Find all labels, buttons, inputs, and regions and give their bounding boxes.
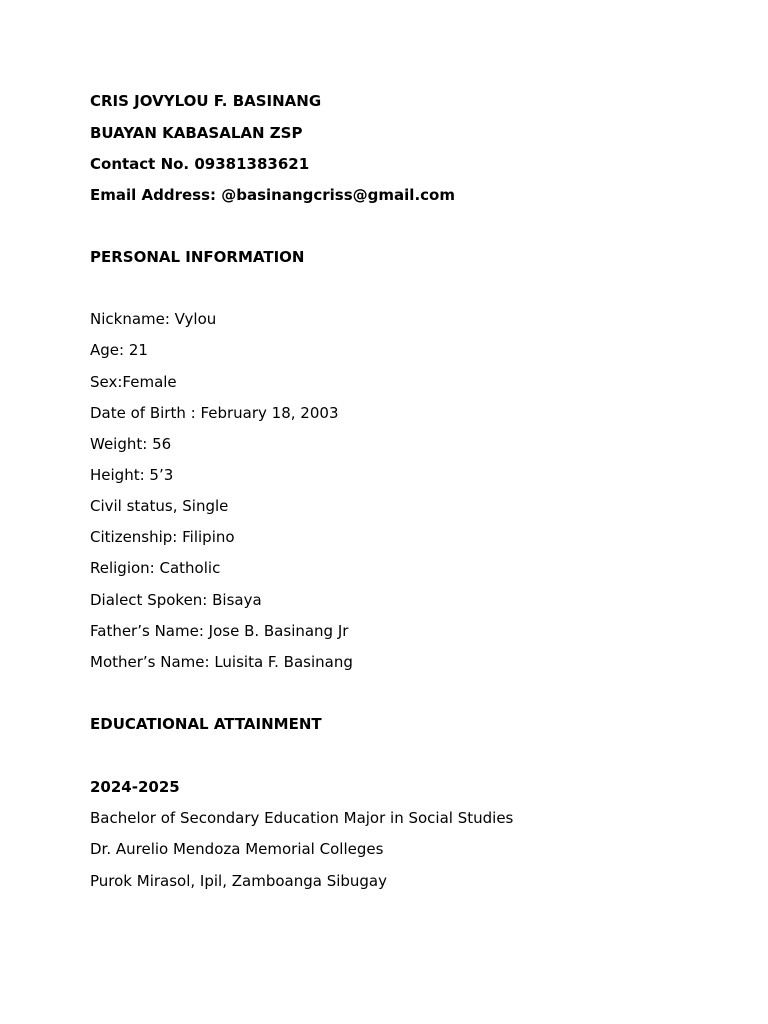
personal-item-weight: Weight: 56 — [90, 435, 172, 453]
personal-item-citizenship: Citizenship: Filipino — [90, 528, 235, 546]
personal-item-civil-status: Civil status, Single — [90, 497, 229, 515]
education-degree: Bachelor of Secondary Education Major in Social Studies — [90, 809, 514, 827]
personal-item-height: Height: 5’3 — [90, 466, 174, 484]
education-heading: EDUCATIONAL ATTAINMENT — [90, 715, 322, 733]
email-address: Email Address: @basinangcriss@gmail.com — [90, 186, 455, 204]
contact-number: Contact No. 09381383621 — [90, 155, 310, 173]
personal-item-sex: Sex:Female — [90, 373, 177, 391]
education-year: 2024-2025 — [90, 778, 180, 796]
personal-item-birthdate: Date of Birth : February 18, 2003 — [90, 404, 339, 422]
personal-item-religion: Religion: Catholic — [90, 559, 221, 577]
personal-item-mother: Mother’s Name: Luisita F. Basinang — [90, 653, 353, 671]
applicant-name: CRIS JOVYLOU F. BASINANG — [90, 92, 322, 110]
education-school: Dr. Aurelio Mendoza Memorial Colleges — [90, 840, 384, 858]
education-location: Purok Mirasol, Ipil, Zamboanga Sibugay — [90, 872, 388, 890]
personal-item-age: Age: 21 — [90, 341, 148, 359]
personal-info-heading: PERSONAL INFORMATION — [90, 248, 305, 266]
personal-item-dialect: Dialect Spoken: Bisaya — [90, 591, 262, 609]
applicant-address: BUAYAN KABASALAN ZSP — [90, 124, 303, 142]
personal-item-nickname: Nickname: Vylou — [90, 310, 217, 328]
personal-item-father: Father’s Name: Jose B. Basinang Jr — [90, 622, 349, 640]
